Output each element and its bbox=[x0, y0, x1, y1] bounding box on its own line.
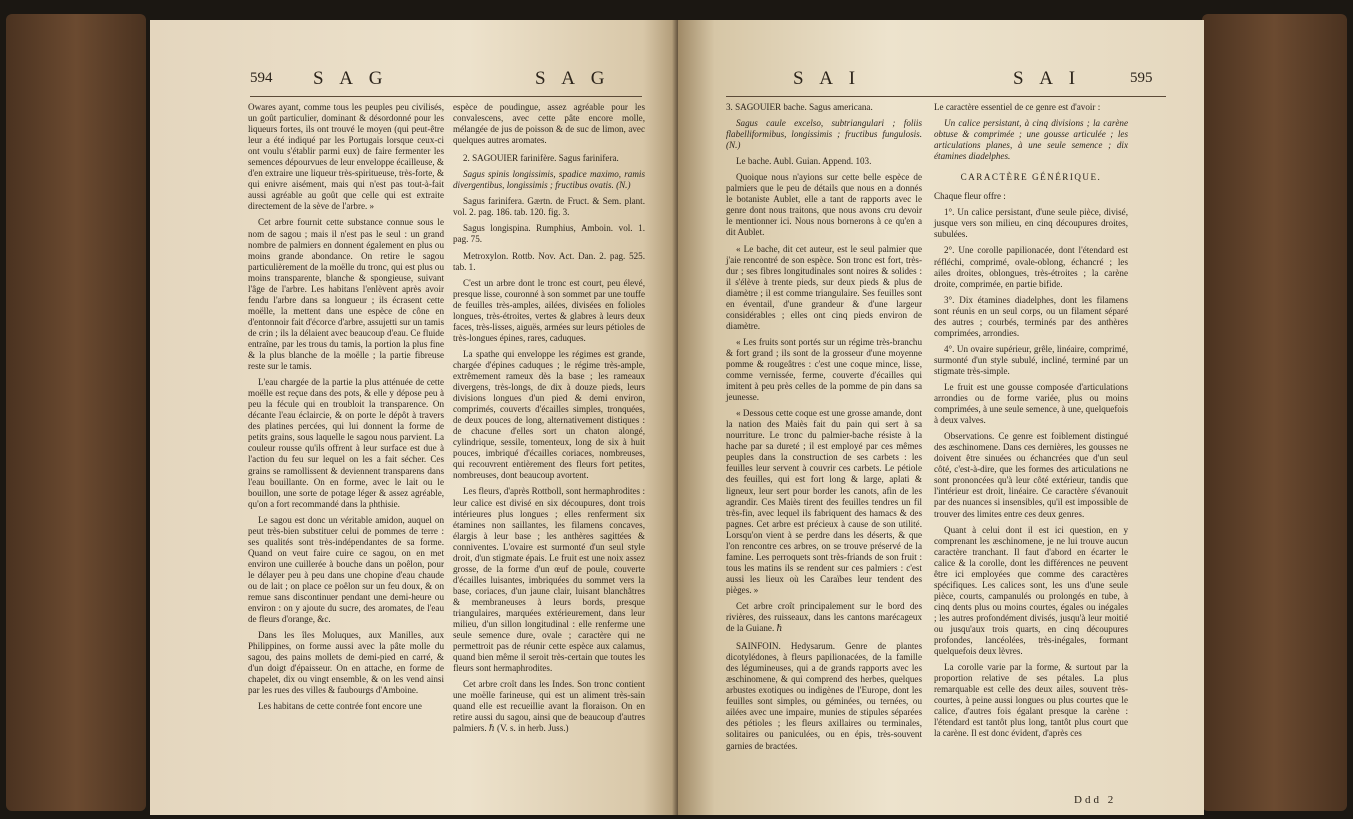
paragraph: Cet arbre croît principalement sur le bord des rivières, des ruisseaux, dans les cantons marécageux de la Guiane. ℏ bbox=[726, 600, 922, 634]
paragraph: Owares ayant, comme tous les peuples peu civilisés, un goût particulier, dominant & désordonné pour les liqueurs fortes, ils ont trouvé le moyen (qui peut-être leur a été indiqué par les Portugais lorsque ceux-ci ont voulu s'établir parmi eux) de faire fermenter les semences dépourvues de leur enveloppe écailleuse, & d'en extraire une liqueur très-spiritueuse, très-forte, & qui enivre aisément, mais qui n'est pas tout-à-fait aussi agréable au goût que celle qui est extraite directement de la sève de l'arbre. » bbox=[248, 102, 444, 212]
species-diagnosis: Sagus spinis longissimis, spadice maximo, ramis divergentibus, longissimis ; fructibus ovatis. (N.) bbox=[453, 169, 645, 191]
citation: Metroxylon. Rottb. Nov. Act. Dan. 2. pag. 525. tab. 1. bbox=[453, 250, 645, 272]
paragraph: Chaque fleur offre : bbox=[934, 191, 1006, 202]
right-running-head-right: S A I bbox=[1013, 68, 1082, 89]
right-header-rule bbox=[726, 96, 1166, 97]
genus-entry: SAINFOIN. Hedysarum. Genre de plantes dicotylédones, à fleurs papilionacées, de la famille des légumineuses, qui a de grands rapports avec les æschinomene, & qui comprend des herbes, quelques arbustes exotiques ou indigènes de l'Europe, dont les feuilles sont simples, ou géminées, ou ternées, ou ailées avec une impaire, munies de stipules séparées des pétioles ; les fleurs axillaires ou terminales, solitaires ou paniculées, ou en épis, très-souvent garnies de bractées. bbox=[726, 641, 922, 751]
paragraph: Les habitans de cette contrée font encore une bbox=[258, 701, 422, 712]
citation: Sagus longispina. Rumphius, Amboin. vol. 1. pag. 75. bbox=[453, 223, 645, 245]
paragraph: Cet arbre croît dans les Indes. Son tronc contient une moëlle farineuse, qui est un aliment très-sain quand elle est recueillie avant la floraison. On en retire aussi du sagou, ainsi que de beaucoup d'autres palmiers. ℏ (V. s. in herb. Juss.) bbox=[453, 679, 645, 734]
book-cover-left bbox=[6, 14, 146, 811]
paragraph: C'est un arbre dont le tronc est court, peu élevé, presque lisse, couronné à son sommet par une touffe de feuilles très-amples, ailées, divisées en folioles longues, très-étroites, vertes & glabres à leurs deux faces, très-lisses, aiguës, armées sur leurs pétioles de très-longues épines, rares, caduques. bbox=[453, 277, 645, 343]
paragraph: 2°. Une corolle papilionacée, dont l'étendard est réfléchi, comprimé, ovale-oblong, échancré ; les ailes droites, oblongues, très-étroites ; la carène droite, comprimée, en partie bifide. bbox=[934, 245, 1128, 289]
left-header-rule bbox=[250, 96, 642, 97]
paragraph: Cet arbre fournit cette substance connue sous le nom de sagou ; mais il n'est pas le seul : un grand nombre de palmiers en donnent également en plus ou moins grande abondance. On retire le sagou particulièrement de la moëlle du tronc, qui est plus ou moins transparente, blanche & spongieuse, suivant l'âge de l'arbre. Les habitans l'enlèvent après avoir fendu l'arbre dans sa longueur ; ils écrasent cette moëlle, la mettent dans une espèce de cône en d'entonnoir fait d'écorce d'arbre, assujetti sur un tamis de crin ; ils la délaient avec beaucoup d'eau. Ce fluide entraîne, par les trous du tamis, la portion la plus fine & la plus blanche de la moëlle ; la partie fibreuse reste sur le tamis. bbox=[248, 217, 444, 372]
paragraph: Quant à celui dont il est ici question, en y comprenant les æschinomene, je ne lui trouve aucun caractère tranchant. Il faut d'abord en écarter le calice & la corolle, dont les différences ne peuvent être ici employées que comme des caractères spécifiques. Les calices sont, les uns d'une seule pièce, courts, campanulés ou prolongés en tube, à cinq dents plus ou moins courtes, égales ou inégales ; les autres profondément divisés, jusqu'à leur moitié ou jusqu'aux trois quarts, en cinq découpures profondes, lancéolées, très-inégales, formant quelquefois deux lèvres. bbox=[934, 524, 1128, 657]
paragraph: Les fleurs, d'après Rottboll, sont hermaphrodites : leur calice est divisé en six découpures, dont trois intérieures plus longues ; elles renferment six étamines non saillantes, les filamens concaves, élargis à leur base ; les anthères sagittées & conniventes. L'ovaire est surmonté d'un seul style droit, d'un stigmate épais. Le fruit est une noix assez grosse, de la forme d'un œuf de poule, couverte d'écailles luisantes, imbriquées du sommet vers la base, coriaces, d'un jaune clair, luisant blanchâtres & membraneuses à leurs bords, presque triangulaires, marquées extérieurement, dans leur milieu, d'un sillon longitudinal : elle renferme une seule semence dure, ovale ; caractère qui ne permettroit pas de réunir cette espèce aux calamus, quand bien même il seroit très-certain que toutes les fleurs sont hermaphrodites. bbox=[453, 486, 645, 674]
paragraph: Le caractère essentiel de ce genre est d'avoir : bbox=[934, 102, 1101, 112]
paragraph: Le sagou est donc un véritable amidon, auquel on peut très-bien substituer celui de pommes de terre : ses qualités sont très-indépendantes de sa forme. Quand on veut faire cuire ce sagou, on en met environ une cuillerée à bouche dans un poêlon, pour le délayer peu à peu dans une chopine d'eau chaude ou de lait ; on place ce poêlon sur un feu doux, & on remue sans discontinuer pendant une demi-heure ou environ : on y ajoute du sucre, des aromates, de l'eau de fleurs d'orange, &c. bbox=[248, 514, 444, 625]
right-column-1 bbox=[726, 102, 922, 807]
left-page bbox=[150, 20, 680, 815]
paragraph: « Dessous cette coque est une grosse amande, dont la nation des Maiès fait du pain qui sert à sa nourriture. Le tronc du palmier-bache résiste à la hache par sa dureté ; il est employé par ces mêmes peuples dans la construction de ses carbets : les feuilles leur servent à couvrir ces carbets. Le pétiole des feuilles, qui est fort long & large, aplati & ligneux, leur sert pour border les canots, afin de les agrandir. Ces Maiès tirent des feuilles tendres un fil très-fin, avec lequel ils fabriquent des hamacs & des pagnes. Cet arbre est précieux à cause de son utilité. Lorsqu'on vient à se perdre dans les déserts, & que l'on rencontre ces arbres, on se trouve préservé de la famine. Les perroquets sont très-friands de son fruit : tous les matins ils se rendent sur ces palmiers : c'est aussi les lieux où les Caraïbes leur tendent des pièges. » bbox=[726, 408, 922, 595]
right-page-number: 595 bbox=[1130, 70, 1153, 86]
species-heading: 3. SAGOUIER bache. Sagus americana. bbox=[726, 102, 873, 112]
paragraph: 1°. Un calice persistant, d'une seule pièce, divisé, jusque vers son milieu, en cinq découpures droites, subulées. bbox=[934, 207, 1128, 240]
paragraph: Quoique nous n'ayions sur cette belle espèce de palmiers que le peu de détails que nous en a donnés le botaniste Aublet, elle a tant de rapports avec le genre dont nous traitons, que nous avons cru devoir le mentionner ici. Nous nous bornerons à ce qu'en a dit Aublet. bbox=[726, 172, 922, 238]
paragraph: La corolle varie par la forme, & surtout par la proportion relative de ses pétales. La plus remarquable est celle des deux ailes, souvent très-courtes, à peine aussi longues ou plus courtes que le calice, d'autres fois égalant presque la carène : l'étendard est tantôt plus long, tantôt plus court que la carène. Il est donc évident, d'après ces bbox=[934, 662, 1128, 739]
right-page bbox=[678, 20, 1204, 815]
paragraph: 4°. Un ovaire supérieur, grêle, linéaire, comprimé, surmonté d'un style subulé, incliné, terminé par un stigmate très-simple. bbox=[934, 343, 1128, 376]
right-running-head-left: S A I bbox=[793, 68, 862, 89]
paragraph: L'eau chargée de la partie la plus atténuée de cette moëlle est reçue dans des pots, & elle y dépose peu à peu la fécule qui en troubloit la transparence. On décante l'eau éclaircie, & on porte le dépôt à travers des platines percées, qui lui donnent la forme de petits grains, sous laquelle le sagou nous parvient. La couleur rousse qu'ils offrent à leur surface est due à l'action du feu sur lequel on les a fait sécher. Ces grains se ramollissent & deviennent transparens dans l'eau bouillante. On en forme, avec le lait ou le bouillon, une sorte de potage léger & assez agréable, qu'on a fort recommandé dans la phthisie. bbox=[248, 377, 444, 509]
paragraph: « Le bache, dit cet auteur, est le seul palmier que j'aie rencontré de son espèce. Son tronc est fort, très-dur ; ses fibres longitudinales sont noires & solides : il s'élève à trente pieds, sur deux pieds & plus de diamètre ; il est comme triangulaire. Ses feuilles sont en éventail, d'une grandeur & d'une largeur considérables ; elles ont cinq pieds environ de diamètre. bbox=[726, 243, 922, 331]
citation: Le bache. Aubl. Guian. Append. 103. bbox=[736, 156, 872, 167]
citation: Sagus farinifera. Gærtn. de Fruct. & Sem. plant. vol. 2. pag. 186. tab. 120. fig. 3. bbox=[453, 196, 645, 218]
species-heading: 2. SAGOUIER farinifère. Sagus farinifera. bbox=[463, 153, 619, 164]
essential-character: Un calice persistant, à cinq divisions ; la carène obtuse & comprimée ; une gousse articulée ; les articulations planes, à une seule semence ; dix étamines diadelphes. bbox=[934, 118, 1128, 162]
paragraph: espèce de poudingue, assez agréable pour les convalescens, avec cette pâte encore molle, mélangée de jus de poisson & de suc de limon, avec quelques autres aromates. bbox=[453, 102, 645, 146]
paragraph: Le fruit est une gousse composée d'articulations arrondies ou de forme variée, plus ou moins comprimées, à une seule semence, à une, quelquefois à deux valves. bbox=[934, 381, 1128, 426]
paragraph: La spathe qui enveloppe les régimes est grande, chargée d'épines caduques ; le régime très-ample, extrêmement rameux dès la base ; les rameaux divergens, très-longs, de dix à douze pieds, leurs divisions longues d'un pied & demi environ, comprimés, couverts d'écailles simples, tronquées, de deux pouces de long, alternativement distiques : de chacune d'elles sort un chaton alongé, cylindrique, sessile, tomenteux, long de six à huit pouces, imbriqué d'écailles coriaces, nombreuses, qui recouvrent entièrement des fleurs fort petites, nombreuses, dont beaucoup avortent. bbox=[453, 348, 645, 481]
signature-mark: Ddd 2 bbox=[1074, 794, 1117, 806]
left-column-1 bbox=[248, 102, 444, 807]
paragraph: Dans les îles Moluques, aux Manilles, aux Philippines, on forme aussi avec la pâte molle du sagou, des pains mollets de demi-pied en carré, & d'un doigt d'épaisseur. On en attache, en forme de chapelet, dix ou vingt ensemble, & on les vend ainsi par les rues des villes & faubourgs d'Amboine. bbox=[248, 630, 444, 696]
paragraph: 3°. Dix étamines diadelphes, dont les filamens sont réunis en un seul corps, ou un filament séparé des autres ; courbés, terminés par des anthères comprimées, arrondies. bbox=[934, 294, 1128, 338]
left-running-head-right: S A G bbox=[535, 68, 611, 89]
paragraph: Observations. Ce genre est foiblement distingué des æschinomene. Dans ces dernières, les gousses ne doivent être sinuées ou échancrées que d'un seul côté, c'est-à-dire, que les formes des articulations ne sont prononcées qu'à leur côté extérieur, tandis que l'intérieur est droit, linéaire. Ce caractère s'évanouit par des nuances si insensibles, qu'il est impossible de trouver des limites entre ces deux genres. bbox=[934, 431, 1128, 519]
book-cover-right bbox=[1202, 14, 1347, 811]
section-heading: CARACTÈRE GÉNÉRIQUE. bbox=[960, 172, 1102, 183]
paragraph: « Les fruits sont portés sur un régime très-branchu & fort grand ; ils sont de la grosseur d'une moyenne pomme & rougeâtres : c'est une coque mince, lisse, comme vernissée, ferme, couverte d'écailles qui imitent à peu près celles de la pomme de pin dans sa jeunesse. bbox=[726, 336, 922, 403]
left-running-head-left: S A G bbox=[313, 68, 389, 89]
right-column-2 bbox=[934, 102, 1128, 792]
left-page-number: 594 bbox=[250, 70, 273, 86]
left-column-2 bbox=[453, 102, 645, 807]
species-diagnosis: Sagus caule excelso, subtriangulari ; foliis flabelliformibus, longissimis ; fructibus fungulosis. (N.) bbox=[726, 118, 922, 151]
